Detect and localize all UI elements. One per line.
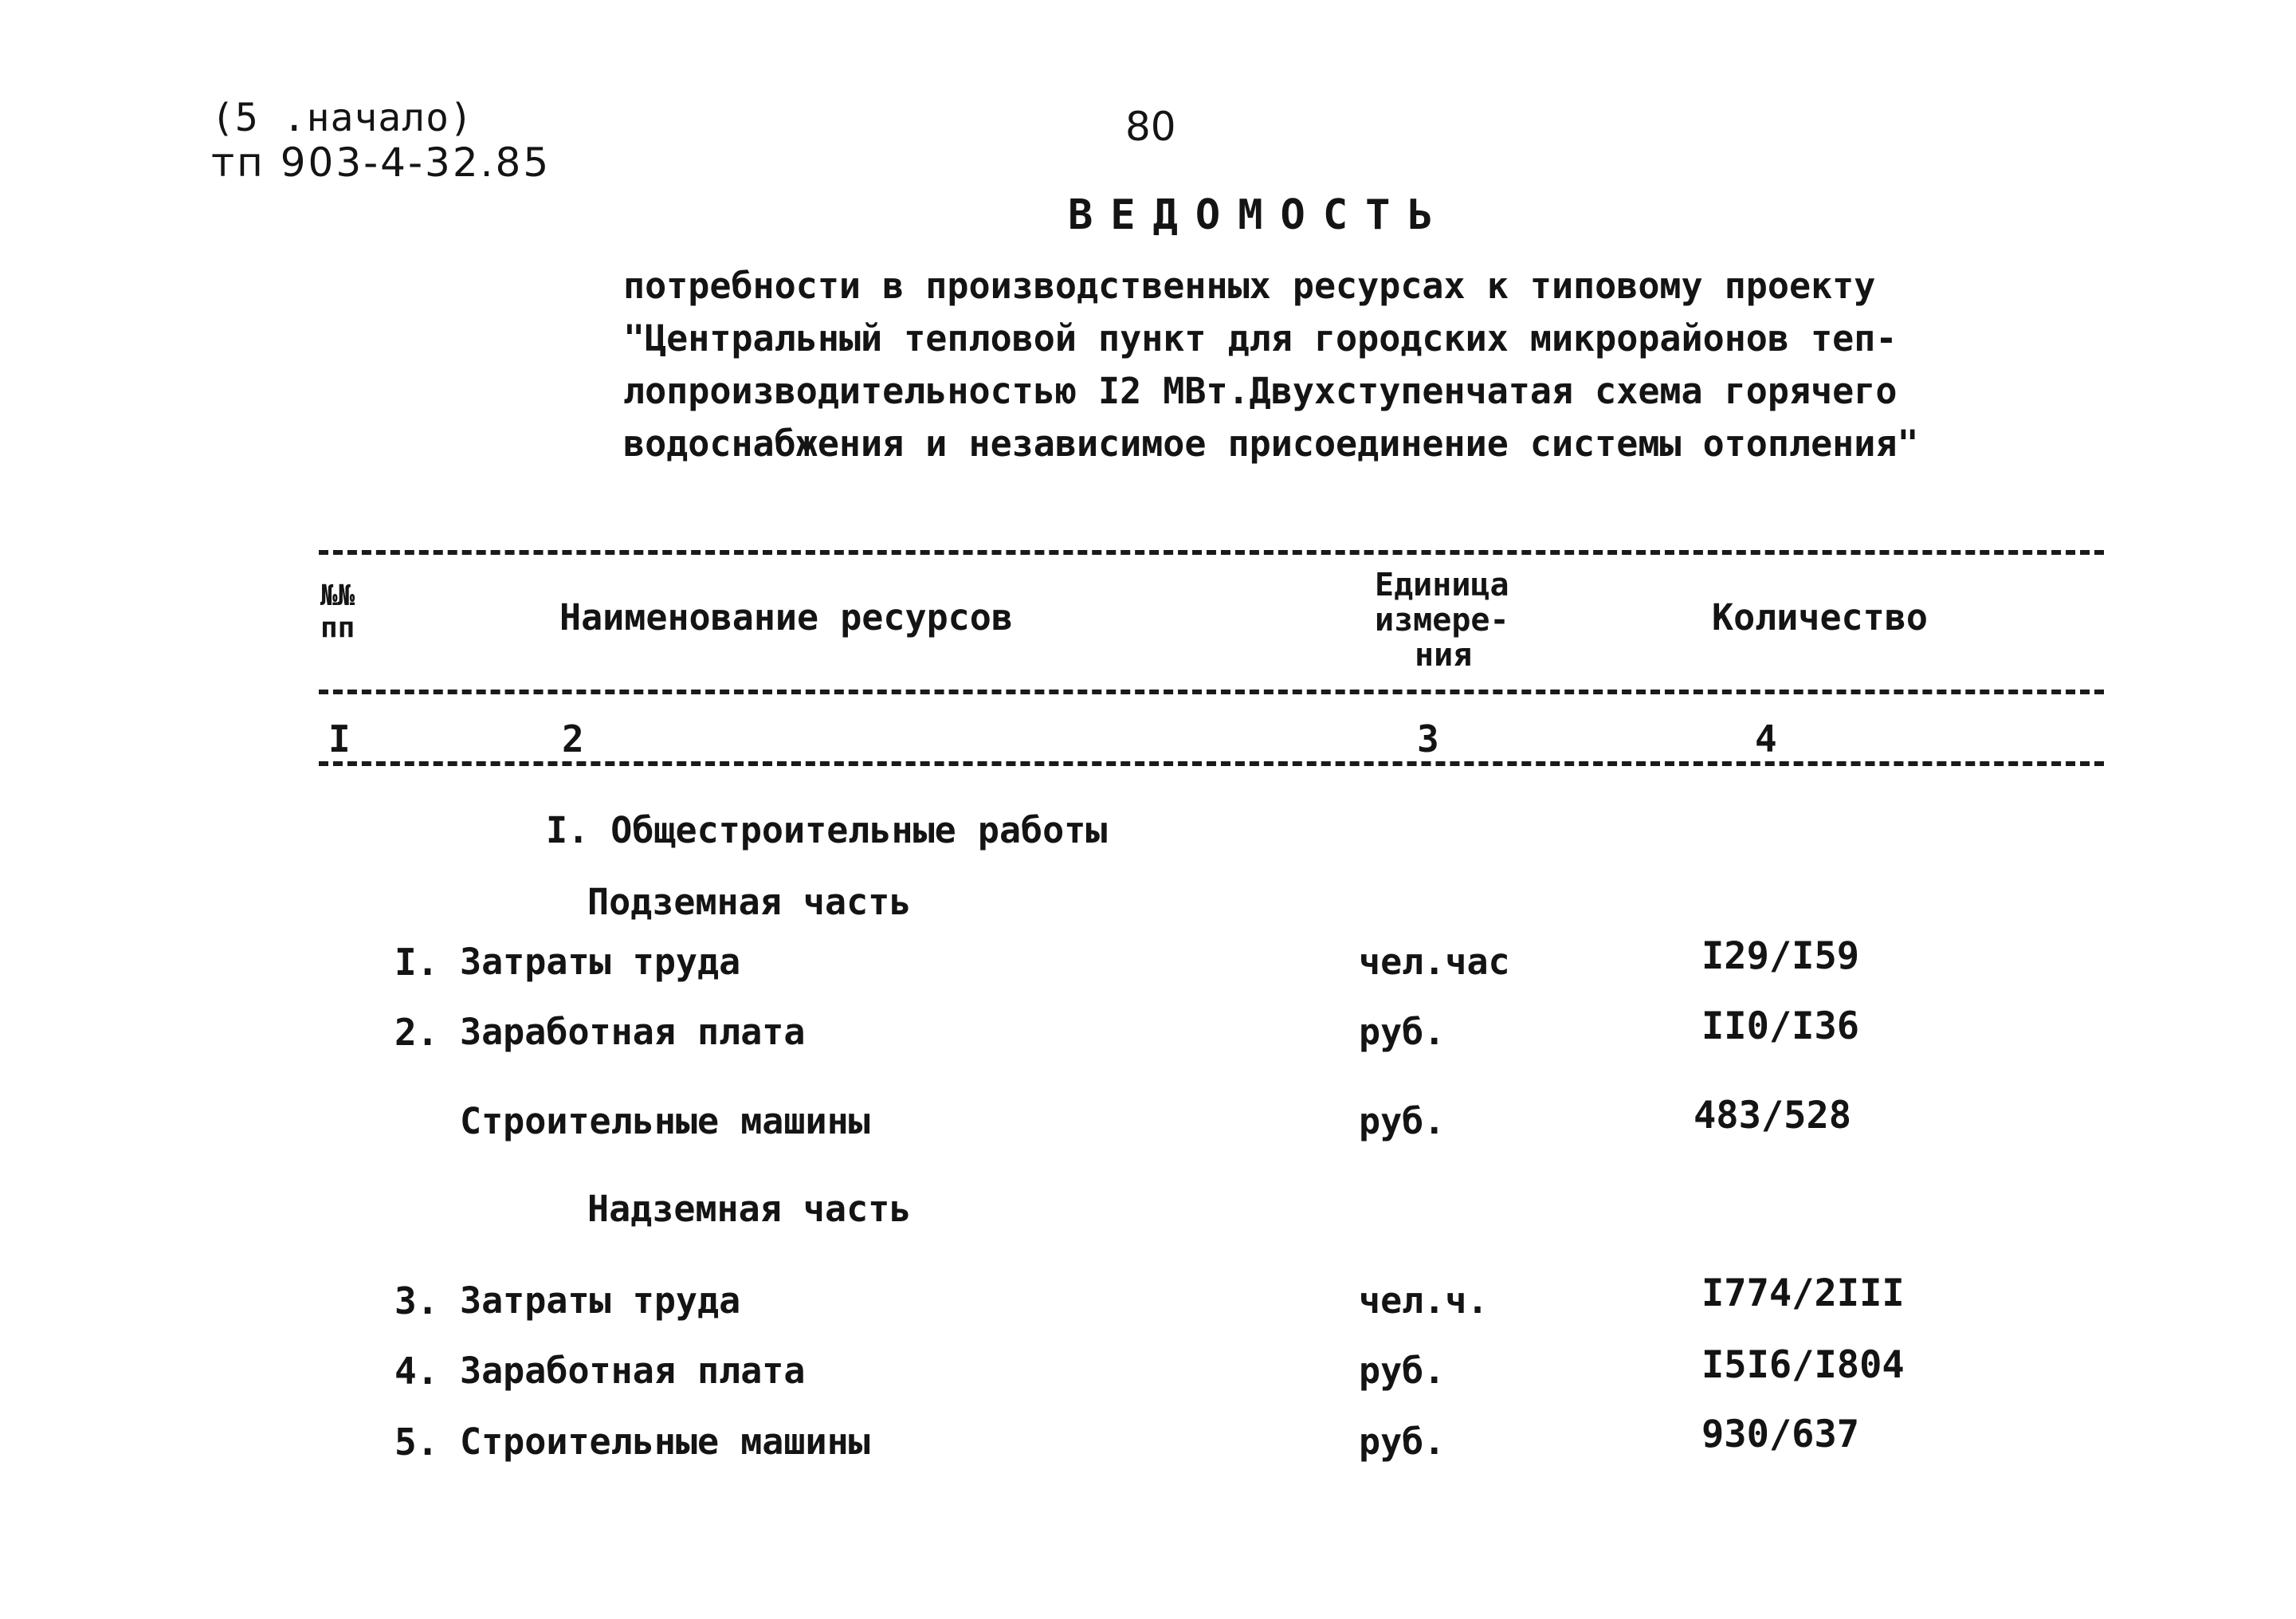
row-name: Затраты труда <box>460 1279 741 1322</box>
row-name: Заработная плата <box>460 1350 806 1392</box>
corner-note: (5 .начало) <box>211 96 473 140</box>
row-quantity: 483/528 <box>1694 1094 1852 1138</box>
table-header-rule <box>319 690 2104 694</box>
subsection-underground: Подземная часть <box>587 881 912 923</box>
row-quantity: I5I6/I804 <box>1701 1343 1905 1387</box>
col-header-unit-line: измере- <box>1375 602 1509 639</box>
row-number: I. <box>394 941 439 984</box>
row-unit: руб. <box>1359 1011 1446 1053</box>
row-name: Строительные машины <box>460 1100 870 1142</box>
table-top-rule <box>319 550 2104 555</box>
row-name: Строительные машины <box>460 1421 870 1463</box>
col-header-unit <box>1375 568 1509 673</box>
col-header-unit-line: ния <box>1415 637 1473 674</box>
col-number-4: 4 <box>1755 717 1777 760</box>
subtitle-line: потребности в производственных ресурсах к типовому проекту <box>623 265 1876 307</box>
col-number-2: 2 <box>562 717 584 760</box>
row-unit: руб. <box>1359 1100 1446 1142</box>
row-number: 3. <box>394 1279 439 1322</box>
table-numbers-rule <box>319 761 2104 766</box>
section-heading: I. Общестроительные работы <box>546 809 1108 851</box>
row-quantity: 930/637 <box>1701 1413 1860 1456</box>
subtitle-line: "Центральный тепловой пункт для городских микрорайонов теп- <box>623 317 1898 360</box>
row-unit: чел.час <box>1359 941 1510 983</box>
row-name: Заработная плата <box>460 1011 806 1053</box>
subtitle-line: водоснабжения и независимое присоединение системы отопления" <box>623 422 1919 465</box>
row-number: 5. <box>394 1421 439 1464</box>
row-name: Затраты труда <box>460 941 741 983</box>
project-code: тп 903-4-32.85 <box>211 140 551 186</box>
col-header-number: №№ пп <box>320 580 355 644</box>
row-unit: руб. <box>1359 1350 1446 1392</box>
subsection-aboveground: Надземная часть <box>587 1188 912 1230</box>
row-number: 4. <box>394 1350 439 1393</box>
row-quantity: I774/2III <box>1701 1271 1905 1315</box>
page-number: 80 <box>1125 104 1176 150</box>
col-header-name: Наименование ресурсов <box>559 596 1013 639</box>
col-number-3: 3 <box>1417 717 1439 760</box>
row-unit: руб. <box>1359 1421 1446 1463</box>
row-quantity: I29/I59 <box>1701 934 1860 978</box>
row-quantity: II0/I36 <box>1701 1004 1860 1048</box>
col-number-1: I <box>328 717 351 760</box>
document-reference <box>211 96 551 185</box>
col-header-quantity: Количество <box>1712 596 1928 639</box>
row-unit: чел.ч. <box>1359 1279 1489 1322</box>
subtitle-line: лопроизводительностью I2 МВт.Двухступенчатая схема горячего <box>623 370 1898 412</box>
document-subtitle <box>623 260 1919 470</box>
row-number: 2. <box>394 1011 439 1054</box>
document-title: ВЕДОМОСТЬ <box>1068 191 1450 239</box>
col-header-unit-line: Единица <box>1375 567 1509 603</box>
